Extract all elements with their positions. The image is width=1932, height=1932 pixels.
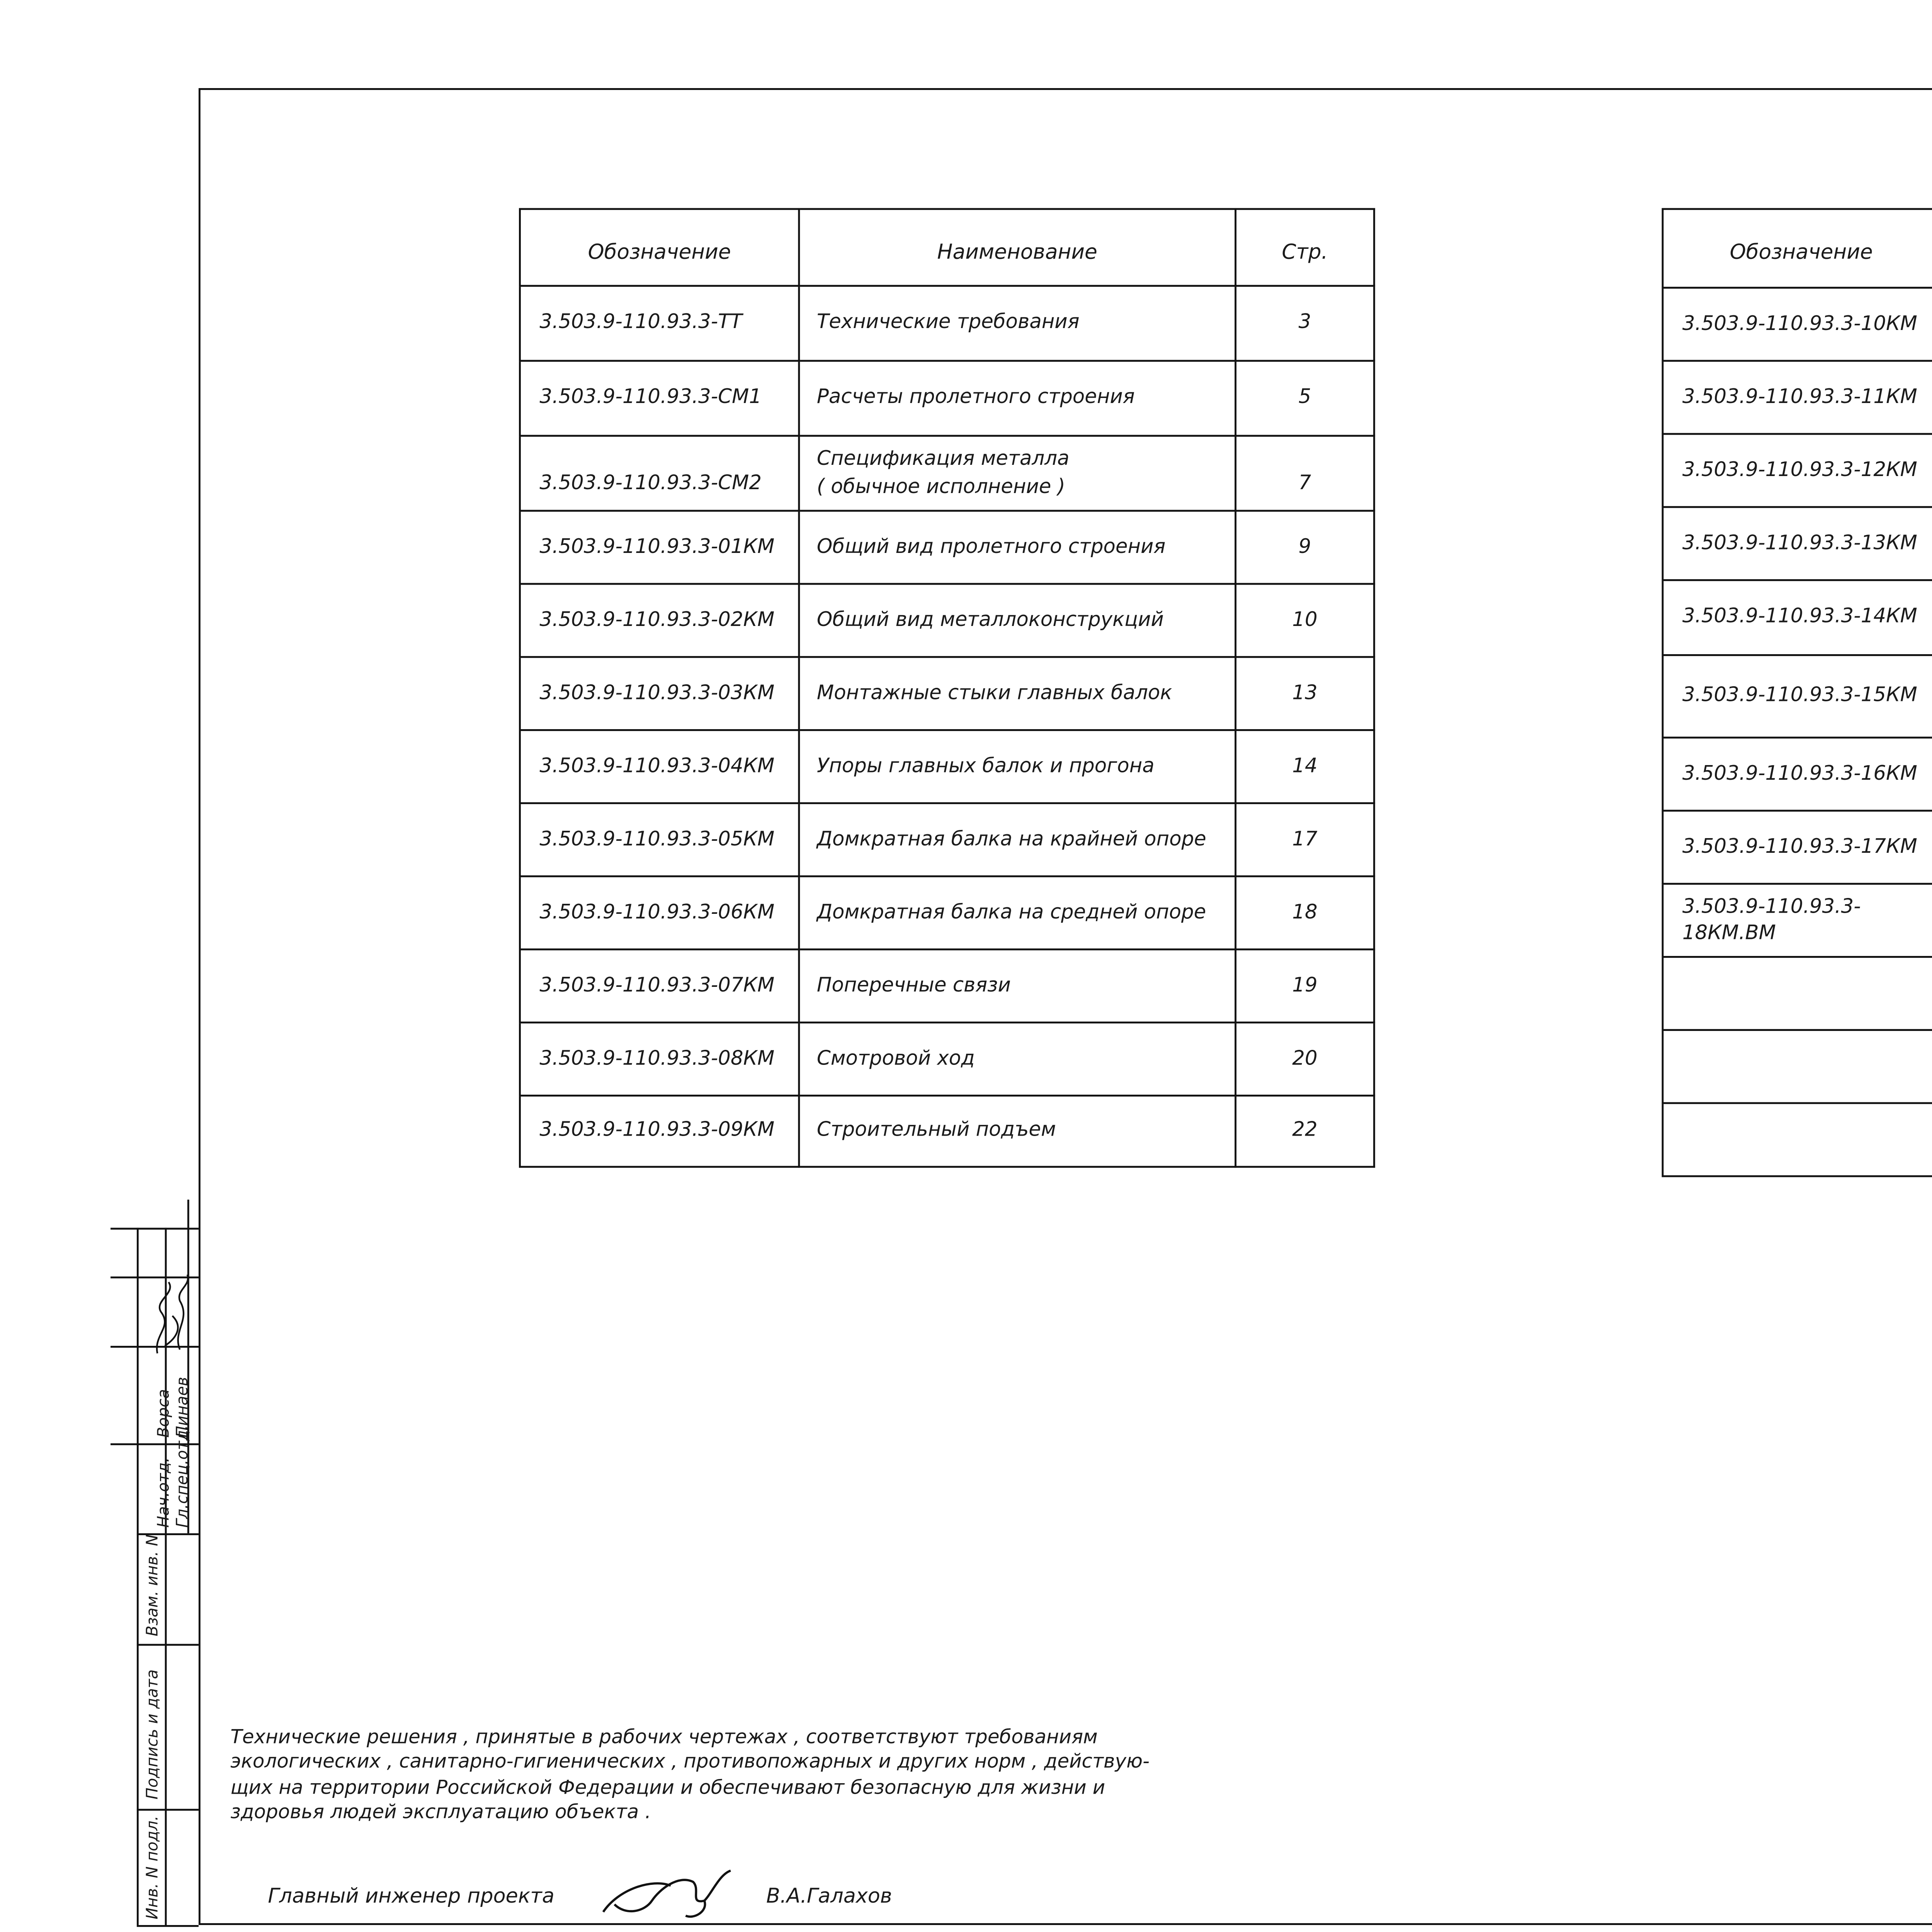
note-line: Технические решения , принятые в рабочих чертежах , соответствуют требованиям: [230, 1726, 1098, 1749]
toc-header-code: Обозначение: [520, 209, 799, 286]
toc-code: 3.503.9-110.93.3-16КМ: [1663, 737, 1932, 810]
table-row: [520, 803, 1374, 876]
toc-page: 17: [1236, 803, 1374, 876]
toc-name: Технические требования: [799, 286, 1236, 361]
stamp-gl-spec-otd: Гл.спец.отд.: [172, 1425, 191, 1528]
toc-name: Строительный подъем: [799, 1095, 1236, 1167]
toc-code: 3.503.9-110.93.3-10КМ: [1663, 288, 1932, 361]
toc-header-page: Стр.: [1236, 209, 1374, 286]
stamp-border: [137, 1925, 199, 1927]
table-row: [1663, 507, 1932, 580]
toc-page: 14: [1236, 730, 1374, 803]
toc-name: Упоры главных балок и прогона: [799, 730, 1236, 803]
toc-code: 3.503.9-110.93.3-17КМ: [1663, 811, 1932, 884]
note-line: здоровья людей эксплуатацию объекта .: [230, 1801, 651, 1825]
stamp-inv-podl: Инв. N подл.: [142, 1815, 161, 1920]
toc-code: 3.503.9-110.93.3-07КМ: [520, 949, 799, 1022]
stamp-vorsa: Ворса: [153, 1389, 173, 1438]
toc-right-table: [1662, 208, 1932, 1177]
stamp-border: [137, 1533, 139, 1925]
toc-left-table: [519, 208, 1375, 1168]
stamp-border: [137, 1228, 139, 1533]
note-line: щих на территории Российской Федерации и обеспечивают безопасную для жизни и: [230, 1776, 1105, 1799]
toc-code: 3.503.9-110.93.3-15КМ: [1663, 655, 1932, 737]
note-technical-solutions: [230, 1726, 1150, 1827]
toc-code: 3.503.9-110.93.3-02КМ: [520, 584, 799, 657]
toc-code: 3.503.9-110.93.3-18КМ.ВМ: [1663, 884, 1932, 957]
table-row: [520, 436, 1374, 511]
table-row: [1663, 434, 1932, 507]
table-row: [520, 584, 1374, 657]
stamp-border: [111, 1228, 199, 1230]
table-row-empty: [1663, 957, 1932, 1030]
toc-name: Расчеты пролетного строения: [799, 361, 1236, 436]
toc-code: 3.503.9-110.93.3-11КМ: [1663, 361, 1932, 434]
note-line: экологических , санитарно-гигиенических , противопожарных и других норм , действую-: [230, 1751, 1150, 1774]
toc-page: 5: [1236, 361, 1374, 436]
table-row: [520, 511, 1374, 584]
toc-name-line: ( обычное исполнение ): [816, 475, 1065, 498]
toc-page: 20: [1236, 1022, 1374, 1095]
table-row: [520, 361, 1374, 436]
toc-name: Домкратная балка на крайней опоре: [799, 803, 1236, 876]
table-row: [1663, 580, 1932, 655]
stamp-border: [137, 1809, 199, 1811]
table-row-empty: [1663, 1103, 1932, 1176]
stamp-signature: [146, 1271, 199, 1361]
toc-code: 3.503.9-110.93.3-СМ1: [520, 361, 799, 436]
toc-name: Общий вид пролетного строения: [799, 511, 1236, 584]
chief-engineer-name: В.А.Галахов: [766, 1884, 892, 1908]
toc-code: 3.503.9-110.93.3-08КМ: [520, 1022, 799, 1095]
toc-code: 3.503.9-110.93.3-09КМ: [520, 1095, 799, 1167]
toc-code: 3.503.9-110.93.3-01КМ: [520, 511, 799, 584]
toc-code: 3.503.9-110.93.3-13КМ: [1663, 507, 1932, 580]
toc-name: [799, 436, 1236, 511]
table-row: [520, 949, 1374, 1022]
table-row: [1663, 288, 1932, 361]
toc-header-code: Обозначение: [1663, 209, 1932, 288]
table-row: [520, 657, 1374, 730]
toc-page: 22: [1236, 1095, 1374, 1167]
toc-code: 3.503.9-110.93.3-12КМ: [1663, 434, 1932, 507]
stamp-vzam-inv: Взам. инв. N: [142, 1534, 161, 1636]
toc-page: 18: [1236, 876, 1374, 949]
toc-header-name: Наименование: [799, 209, 1236, 286]
toc-name-line: Спецификация металла: [816, 448, 1070, 471]
table-row: [520, 1022, 1374, 1095]
toc-page: 7: [1236, 436, 1374, 511]
table-row: [520, 876, 1374, 949]
toc-name: Домкратная балка на средней опоре: [799, 876, 1236, 949]
toc-page: 19: [1236, 949, 1374, 1022]
table-row: [1663, 655, 1932, 737]
table-row: [1663, 884, 1932, 957]
toc-page: 9: [1236, 511, 1374, 584]
toc-name: Поперечные связи: [799, 949, 1236, 1022]
toc-code: 3.503.9-110.93.3-06КМ: [520, 876, 799, 949]
stamp-pinaev: Пинаев: [172, 1377, 191, 1438]
table-row-empty: [1663, 1030, 1932, 1103]
toc-code: 3.503.9-110.93.3-СМ2: [520, 436, 799, 511]
toc-page: 10: [1236, 584, 1374, 657]
table-row: [520, 1095, 1374, 1167]
chief-engineer-role: Главный инженер проекта: [268, 1884, 554, 1908]
stamp-border: [165, 1533, 167, 1925]
toc-code: 3.503.9-110.93.3-03КМ: [520, 657, 799, 730]
table-row: [520, 286, 1374, 361]
table-row: [1663, 737, 1932, 810]
stamp-podpis-data: Подпись и дата: [142, 1669, 161, 1799]
toc-page: 3: [1236, 286, 1374, 361]
toc-name: Монтажные стыки главных балок: [799, 657, 1236, 730]
toc-page: 13: [1236, 657, 1374, 730]
stamp-nach-otd: Нач.отд.: [153, 1457, 173, 1528]
toc-code: 3.503.9-110.93.3-04КМ: [520, 730, 799, 803]
table-row: [520, 730, 1374, 803]
table-row: [1663, 811, 1932, 884]
toc-code: 3.503.9-110.93.3-ТТ: [520, 286, 799, 361]
stamp-border: [137, 1644, 199, 1646]
toc-code: 3.503.9-110.93.3-05КМ: [520, 803, 799, 876]
chief-engineer-signature: [596, 1863, 742, 1923]
toc-name: Общий вид металлоконструкций: [799, 584, 1236, 657]
table-row: [1663, 361, 1932, 434]
toc-code: 3.503.9-110.93.3-14КМ: [1663, 580, 1932, 655]
toc-name: Смотровой ход: [799, 1022, 1236, 1095]
